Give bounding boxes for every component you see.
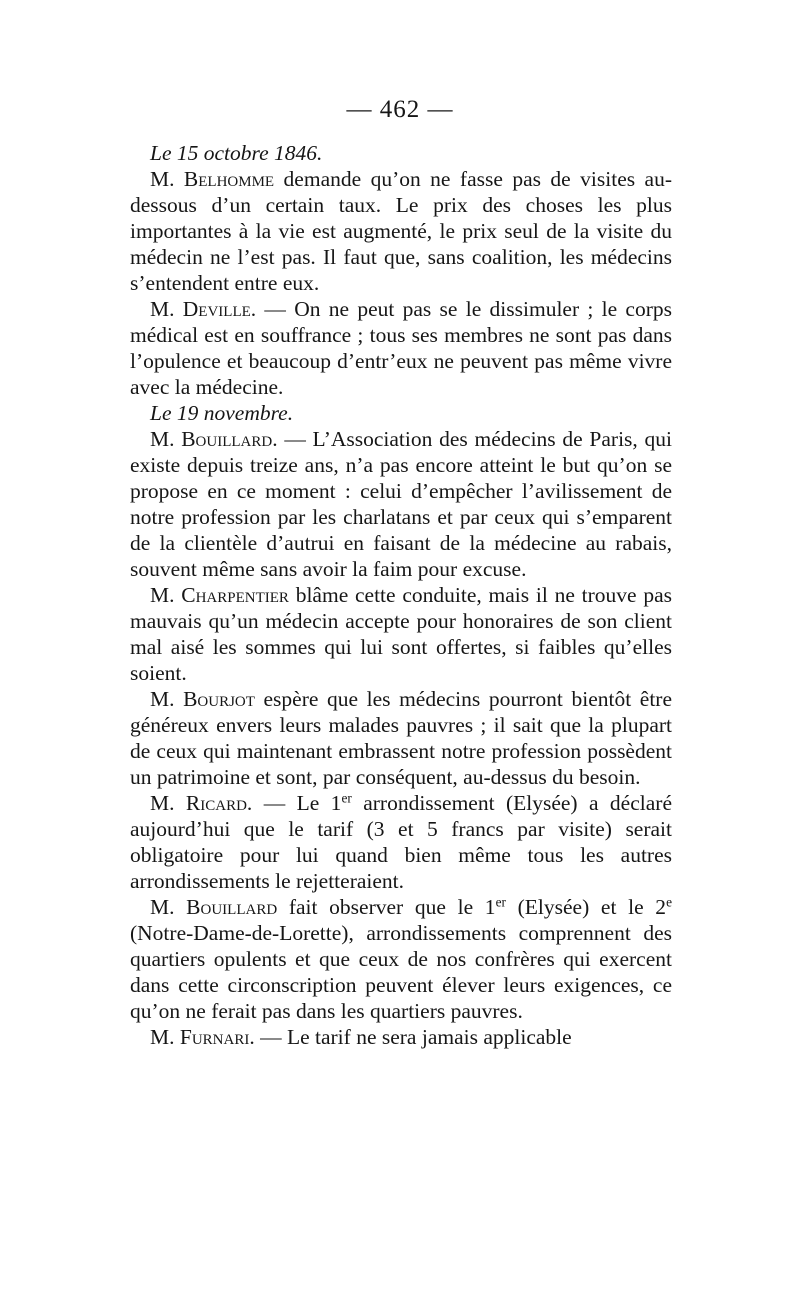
speaker-name: M. Belhomme — [150, 167, 275, 191]
paragraph — [130, 1024, 672, 1050]
page-body — [130, 140, 672, 1050]
paragraph-text: arrondissement (Elysée) a déclaré aujourd’hui que le tarif (3 et 5 francs par visite) serait obligatoire pour lui quand bien même tous les autres arrondissements le rejetteraient. — [130, 791, 672, 893]
paragraph — [130, 296, 672, 400]
speaker-name: M. Bourjot — [150, 687, 255, 711]
speaker-name: M. Bouillard. — [150, 427, 278, 451]
paragraph-text: — L’Association des médecins de Paris, qui existe depuis treize ans, n’a pas encore atteint le but qu’on se propose en ce moment : celui d’empêcher l’avilissement de notre profession par les charlatans et par ceux qui s’emparent de la clientèle d’autrui en faisant de la médecine au rabais, souvent même sans avoir la faim pour excuse. — [130, 427, 672, 581]
paragraph-text: — Le tarif ne sera jamais applicable — [254, 1025, 572, 1049]
speaker-name: M. Bouillard — [150, 895, 278, 919]
paragraph — [130, 426, 672, 582]
paragraph-text: — On ne peut pas se le dissimuler ; le corps médical est en souffrance ; tous ses membres ne sont pas dans l’opulence et beaucoup d’entr’eux ne peuvent pas même vivre avec la médecine. — [130, 297, 673, 399]
page-number: — 462 — — [346, 96, 454, 123]
paragraph-text: demande qu’on ne fasse pas de visites au-dessous d’un certain taux. Le prix des choses les plus importantes à la vie est augmenté, le prix seul de la visite du médecin ne l’est pas. Il faut que, sans coalition, les médecins s’entendent entre eux. — [130, 167, 672, 295]
speaker-name: M. Furnari. — [150, 1025, 255, 1049]
ordinal-suffix: er — [495, 894, 506, 910]
speaker-name: M. Charpentier — [150, 583, 289, 607]
paragraph-text: espère que les médecins pourront bientôt être généreux envers leurs malades pauvres ; il sait que la plupart de ceux qui maintenant embrassent notre profession possèdent un patrimoine et sont, par conséquent, au-dessus du besoin. — [130, 687, 672, 789]
speaker-name: M. Deville. — [150, 297, 257, 321]
paragraph-text: fait observer que le 1 — [277, 895, 496, 919]
date-heading: Le 15 octobre 1846. — [150, 141, 323, 165]
paragraph — [130, 790, 672, 894]
paragraph-text: (Elysée) et le 2 — [505, 895, 667, 919]
date-heading: Le 19 novembre. — [150, 401, 294, 425]
paragraph-text: — Le 1 — [252, 791, 342, 815]
paragraph — [130, 582, 672, 686]
paragraph — [130, 894, 672, 1024]
paragraph-text: blâme cette conduite, mais il ne trouve pas mauvais qu’un médecin accepte pour honoraires de son client mal aisé les sommes qui lui sont offertes, si faibles qu’elles soient. — [130, 583, 672, 685]
paragraph-text: (Notre-Dame-de-Lorette), arrondissements comprennent des quartiers opulents et que ceux de nos confrères qui exercent dans cette circonscription peuvent élever leurs exigences, ce qu’on ne ferait pas dans les quartiers pauvres. — [130, 921, 672, 1023]
ordinal-suffix: e — [666, 894, 672, 910]
ordinal-suffix: er — [341, 790, 352, 806]
paragraph — [130, 686, 672, 790]
paragraph — [130, 166, 672, 296]
speaker-name: M. Ricard. — [150, 791, 253, 815]
